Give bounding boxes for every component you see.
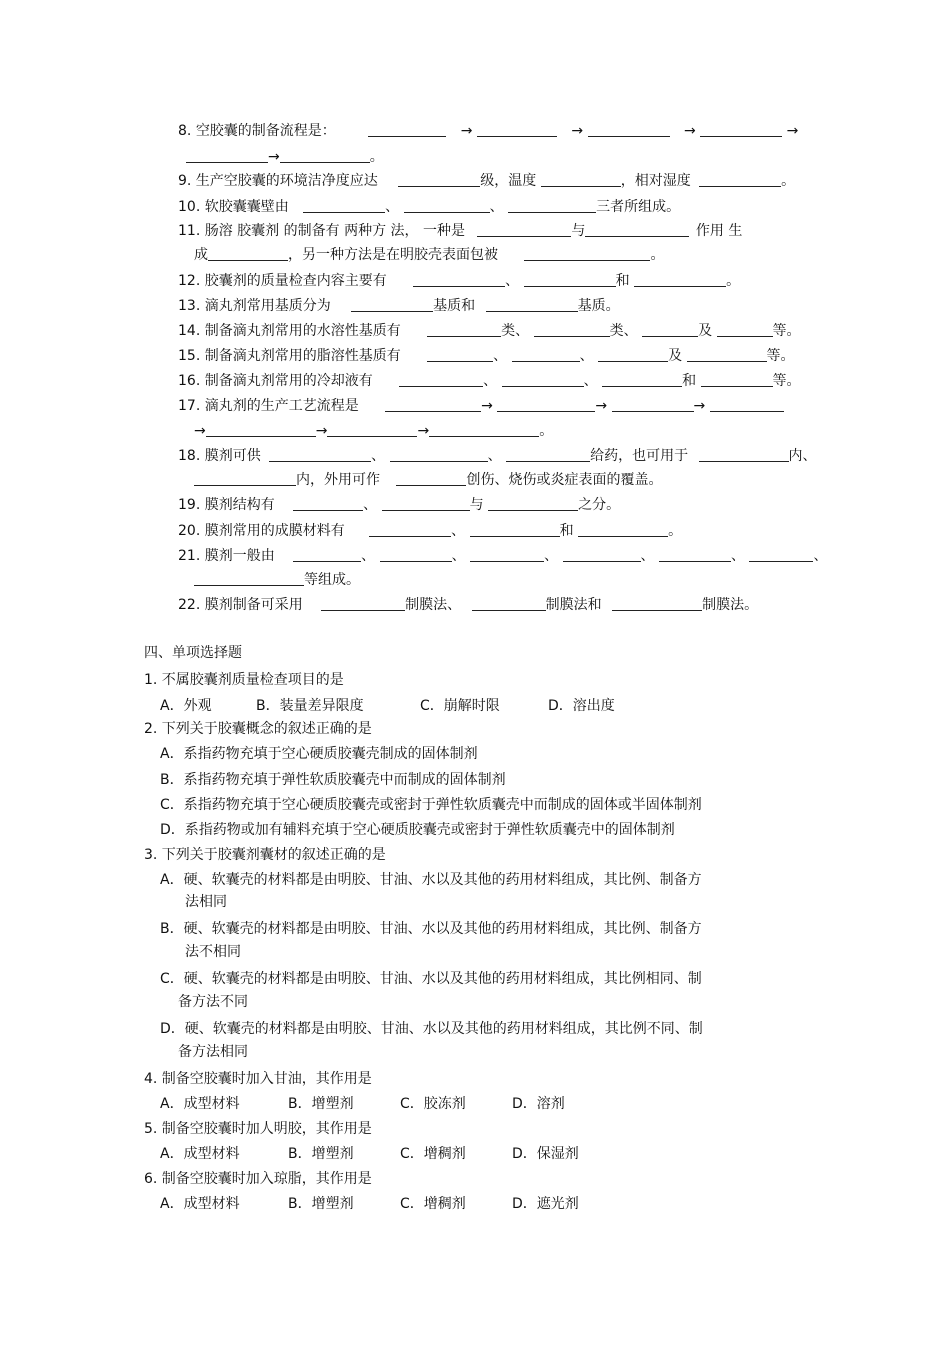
option-b[interactable]: B．增塑剂 xyxy=(288,1196,354,1212)
blank[interactable] xyxy=(303,198,385,213)
option-d[interactable]: D．保湿剂 xyxy=(512,1146,579,1162)
blank[interactable] xyxy=(385,397,481,412)
question-15: 15. 制备滴丸剂常用的脂溶性基质有 、 、 及 等。 xyxy=(178,348,795,364)
blank[interactable] xyxy=(634,272,726,287)
mc-question-3-option-c-line-1[interactable]: C．硬、软囊壳的材料都是由明胶、甘油、水以及其他的药用材料组成，其比例相同、制 xyxy=(160,971,702,987)
question-21-line-1: 21. 膜剂一般由 、 、 、 、 、 、 xyxy=(178,548,828,564)
blank[interactable] xyxy=(588,122,670,137)
option-a[interactable]: A．外观 xyxy=(160,698,212,714)
question-20: 20. 膜剂常用的成膜材料有 、 和 。 xyxy=(178,523,683,539)
option-c[interactable]: C．增稠剂 xyxy=(400,1196,466,1212)
blank[interactable] xyxy=(206,422,316,437)
blank[interactable] xyxy=(598,347,668,362)
section-heading: 四、单项选择题 xyxy=(144,645,242,661)
mc-question-6-stem: 6. 制备空胶囊时加入琼脂，其作用是 xyxy=(144,1171,372,1187)
blank[interactable] xyxy=(398,172,480,187)
option-d[interactable]: D．遮光剂 xyxy=(512,1196,579,1212)
mc-question-5-options xyxy=(160,1145,579,1163)
question-17-line-1: 17. 滴丸剂的生产工艺流程是 → → → xyxy=(178,397,784,415)
blank[interactable] xyxy=(413,272,505,287)
question-11-line-1: 11. 肠溶 胶囊剂 的制备有 两种方 法， 一种是 与 作用 生 xyxy=(178,223,743,239)
blank[interactable] xyxy=(701,372,773,387)
blank[interactable] xyxy=(710,397,784,412)
blank[interactable] xyxy=(368,122,446,137)
mc-question-3-option-d-line-2[interactable]: 备方法相同 xyxy=(178,1044,248,1060)
mc-question-2-option-d[interactable]: D．系指药物或加有辅料充填于空心硬质胶囊壳或密封于弹性软质囊壳中的固体制剂 xyxy=(160,822,675,838)
question-19: 19. 膜剂结构有 、 与 之分。 xyxy=(178,497,621,513)
blank[interactable] xyxy=(327,422,417,437)
question-8-line-2: → 。 xyxy=(186,148,384,166)
blank[interactable] xyxy=(524,246,650,261)
blank[interactable] xyxy=(700,122,782,137)
blank[interactable] xyxy=(486,297,578,312)
blank[interactable] xyxy=(293,547,361,562)
question-12: 12. 胶囊剂的质量检查内容主要有 、 和 。 xyxy=(178,273,741,289)
option-c[interactable]: C．胶冻剂 xyxy=(400,1096,466,1112)
blank[interactable] xyxy=(369,522,451,537)
blank[interactable] xyxy=(470,547,544,562)
option-a[interactable]: A．成型材料 xyxy=(160,1196,240,1212)
blank[interactable] xyxy=(269,447,371,462)
blank[interactable] xyxy=(404,198,490,213)
blank[interactable] xyxy=(293,496,363,511)
blank[interactable] xyxy=(578,522,668,537)
mc-question-3-option-c-line-2[interactable]: 备方法不同 xyxy=(178,994,248,1010)
blank[interactable] xyxy=(427,347,493,362)
blank[interactable] xyxy=(399,372,483,387)
mc-question-4-options xyxy=(160,1095,565,1113)
option-c[interactable]: C．崩解时限 xyxy=(420,698,500,714)
option-a[interactable]: A．成型材料 xyxy=(160,1146,240,1162)
blank[interactable] xyxy=(717,322,773,337)
blank[interactable] xyxy=(502,372,584,387)
blank[interactable] xyxy=(524,272,616,287)
mc-question-3-option-b-line-1[interactable]: B．硬、软囊壳的材料都是由明胶、甘油、水以及其他的药用材料组成，其比例、制备方 xyxy=(160,921,702,937)
blank[interactable] xyxy=(602,372,682,387)
blank[interactable] xyxy=(534,322,610,337)
question-13: 13. 滴丸剂常用基质分为 基质和 基质。 xyxy=(178,298,620,314)
blank[interactable] xyxy=(321,596,405,611)
mc-question-1-options xyxy=(160,697,615,715)
mc-question-3-option-d-line-1[interactable]: D．硬、软囊壳的材料都是由明胶、甘油、水以及其他的药用材料组成，其比例不同、制 xyxy=(160,1021,703,1037)
blank[interactable] xyxy=(382,496,470,511)
blank[interactable] xyxy=(488,496,578,511)
blank[interactable] xyxy=(390,447,488,462)
blank[interactable] xyxy=(396,471,466,486)
option-b[interactable]: B．增塑剂 xyxy=(288,1096,354,1112)
blank[interactable] xyxy=(477,222,571,237)
mc-question-6-options xyxy=(160,1195,579,1213)
mc-question-3-option-a-line-2[interactable]: 法相同 xyxy=(185,894,227,910)
question-21-line-2: 等组成。 xyxy=(194,571,360,589)
mc-question-2-option-b[interactable]: B．系指药物充填于弹性软质胶囊壳中而制成的固体制剂 xyxy=(160,772,506,788)
option-d[interactable]: D．溶剂 xyxy=(512,1096,565,1112)
blank[interactable] xyxy=(429,422,539,437)
question-11-line-2: 成 ，另一种方法是在明胶壳表面包被 。 xyxy=(194,247,665,263)
question-9: 9. 生产空胶囊的环境洁净度应达 级，温度 ，相对湿度 。 xyxy=(178,173,796,189)
question-17-line-2: → → → 。 xyxy=(194,423,554,439)
blank[interactable] xyxy=(194,571,304,586)
mc-question-2-stem: 2. 下列关于胶囊概念的叙述正确的是 xyxy=(144,721,372,737)
question-18-line-1: 18. 膜剂可供 、 、 给药，也可用于 内、 xyxy=(178,448,817,464)
blank[interactable] xyxy=(472,596,546,611)
question-18-line-2: 内，外用可作 创伤、烧伤或炎症表面的覆盖。 xyxy=(194,471,662,489)
blank[interactable] xyxy=(477,122,557,137)
blank[interactable] xyxy=(699,172,781,187)
blank[interactable] xyxy=(280,148,370,163)
option-b[interactable]: B．装量差异限度 xyxy=(256,698,364,714)
blank[interactable] xyxy=(512,347,580,362)
blank[interactable] xyxy=(687,347,767,362)
blank[interactable] xyxy=(508,198,596,213)
mc-question-3-option-b-line-2[interactable]: 法不相同 xyxy=(185,944,241,960)
question-8-line-1: 8. 空胶囊的制备流程是： → → → → xyxy=(178,123,799,139)
option-a[interactable]: A．成型材料 xyxy=(160,1096,240,1112)
mc-question-3-stem: 3. 下列关于胶囊剂囊材的叙述正确的是 xyxy=(144,847,386,863)
mc-question-4-stem: 4. 制备空胶囊时加入甘油，其作用是 xyxy=(144,1071,372,1087)
blank[interactable] xyxy=(470,522,560,537)
blank[interactable] xyxy=(563,547,641,562)
blank[interactable] xyxy=(642,322,698,337)
question-16: 16. 制备滴丸剂常用的冷却液有 、 、 和 等。 xyxy=(178,373,801,389)
option-d[interactable]: D．溶出度 xyxy=(548,698,615,714)
blank[interactable] xyxy=(427,322,501,337)
blank[interactable] xyxy=(659,547,731,562)
question-22: 22. 膜剂制备可采用 制膜法、 制膜法和 制膜法。 xyxy=(178,597,759,613)
question-10: 10. 软胶囊囊壁由 、 、 三者所组成。 xyxy=(178,199,681,215)
blank[interactable] xyxy=(612,596,702,611)
blank[interactable] xyxy=(585,222,689,237)
blank[interactable] xyxy=(506,447,590,462)
option-b[interactable]: B．增塑剂 xyxy=(288,1146,354,1162)
blank[interactable] xyxy=(749,547,813,562)
blank[interactable] xyxy=(194,471,296,486)
mc-question-3-option-a-line-1[interactable]: A．硬、软囊壳的材料都是由明胶、甘油、水以及其他的药用材料组成，其比例、制备方 xyxy=(160,872,702,888)
mc-question-2-option-a[interactable]: A．系指药物充填于空心硬质胶囊壳制成的固体制剂 xyxy=(160,746,478,762)
question-14: 14. 制备滴丸剂常用的水溶性基质有 类、 类、 及 等。 xyxy=(178,323,801,339)
blank[interactable] xyxy=(612,397,694,412)
blank[interactable] xyxy=(380,547,452,562)
blank[interactable] xyxy=(497,397,595,412)
blank[interactable] xyxy=(541,172,621,187)
option-c[interactable]: C．增稠剂 xyxy=(400,1146,466,1162)
blank[interactable] xyxy=(208,246,288,261)
mc-question-1-stem: 1. 不属胶囊剂质量检查项目的是 xyxy=(144,672,344,688)
mc-question-5-stem: 5. 制备空胶囊时加人明胶，其作用是 xyxy=(144,1121,372,1137)
blank[interactable] xyxy=(186,148,268,163)
blank[interactable] xyxy=(699,447,789,462)
mc-question-2-option-c[interactable]: C．系指药物充填于空心硬质胶囊壳或密封于弹性软质囊壳中而制成的固体或半固体制剂 xyxy=(160,797,702,813)
blank[interactable] xyxy=(351,297,433,312)
